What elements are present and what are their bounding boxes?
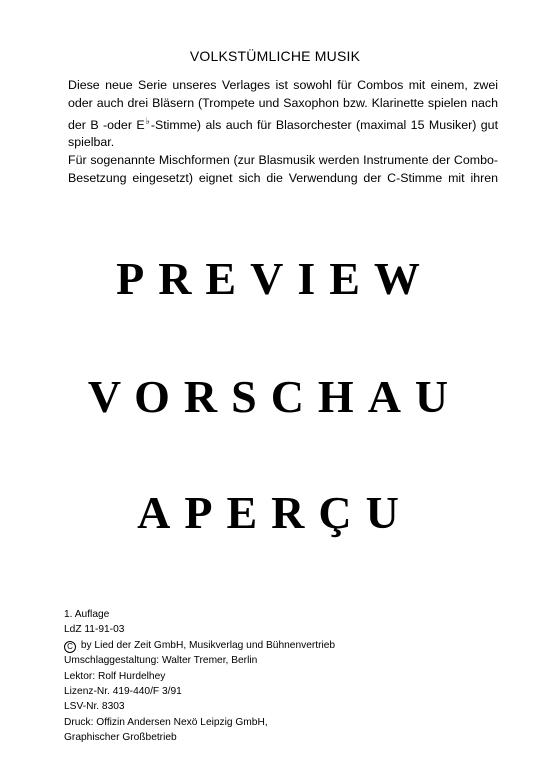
intro-paragraph: [68, 77, 498, 188]
intro-text: -Stimme) als auch für Blasorchester (maximal 15 Musiker) gut: [150, 117, 499, 132]
cover-design-line: Umschlaggestaltung: Walter Tremer, Berlin: [64, 655, 258, 667]
colophon: [64, 607, 335, 746]
copyright-line: [64, 638, 335, 653]
intro-line: Diese neue Serie unseres Verlages ist sowohl für Combos mit einem, zwei: [68, 78, 498, 92]
watermark-preview: PREVIEW: [116, 253, 434, 304]
edition-line: 1. Auflage: [64, 609, 110, 620]
watermark-vorschau: VORSCHAU: [87, 371, 463, 422]
license-line: Lizenz-Nr. 419-440/F 3/91: [64, 686, 182, 698]
intro-line: oder auch drei Bläsern (Trompete und Saxophon bzw. Klarinette spielen nach: [68, 95, 498, 110]
intro-text: der B: [68, 117, 99, 132]
printer-line-2: Graphischer Großbetrieb: [64, 732, 177, 744]
intro-text: -oder E: [103, 117, 145, 132]
copyright-text: by Lied der Zeit GmbH, Musikverlag und Bühnenvertrieb: [80, 639, 336, 651]
intro-line: Besetzung eingesetzt) eignet sich die Verwendung der C-Stimme mit ihren: [68, 170, 498, 185]
intro-line: [68, 113, 498, 135]
lsv-line: LSV-Nr. 8303: [64, 701, 125, 713]
watermark-apercu: APERÇU: [137, 487, 413, 538]
printer-line: Druck: Offizin Andersen Nexö Leipzig GmbH,: [64, 716, 268, 728]
copyright-icon: C: [64, 641, 76, 653]
intro-line: Für sogenannte Mischformen (zur Blasmusik werden Instrumente der Combo-: [68, 153, 498, 168]
flat-symbol: ♭: [144, 115, 151, 126]
page-title: VOLKSTÜMLICHE MUSIK: [189, 48, 361, 64]
ldz-line: LdZ 11-91-03: [64, 624, 125, 636]
intro-line: spielbar.: [68, 135, 115, 150]
editor-line: Lektor: Rolf Hurdelhey: [64, 670, 166, 682]
